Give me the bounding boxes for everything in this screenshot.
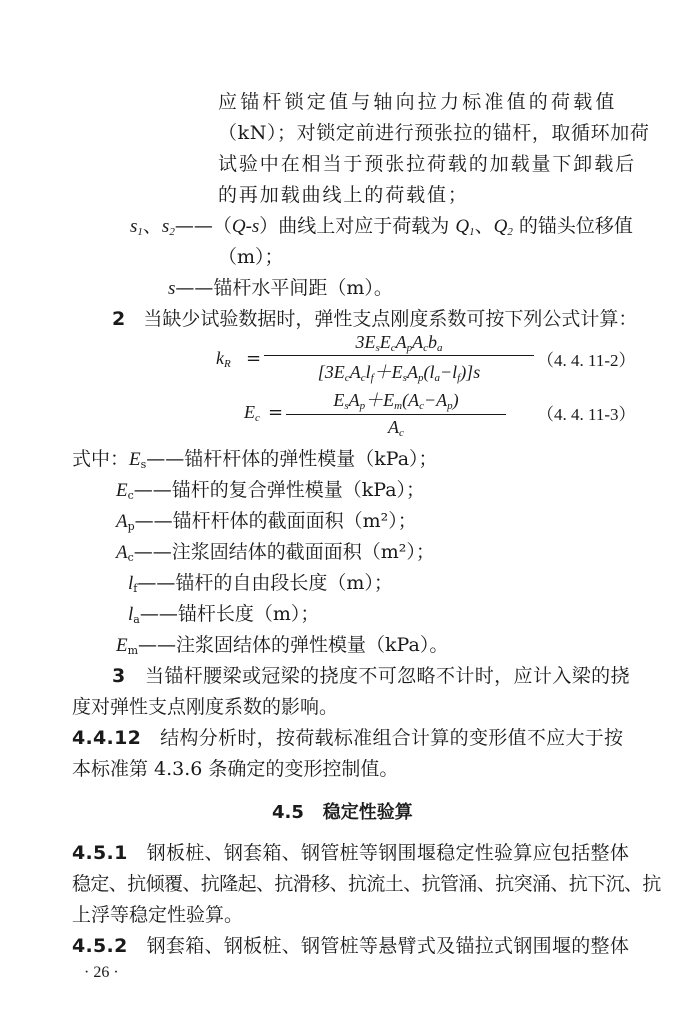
para-line-2: （kN）；对锁定前进行预张拉的锚杆，取循环加荷 bbox=[218, 122, 650, 144]
document-page: 应锚杆锁定值与轴向拉力标准值的荷载值 （kN）；对锁定前进行预张拉的锚杆，取循环加荷 试验中在相当于预张拉荷载的加载量下卸载后 的再加载曲线上的荷载值； $s_1$、$s_2——(Q-s)$曲线上对应于荷载为 $Q_1$、$Q_2$ 的锚头位移值 （m）； s——锚杆水平间距（m）。 2 当缺少试验数据时，弹性支点刚度系数可按下列公式计算： $k_R$ = $3E_sE_cA_pA_cb_a$ $[3E_cA_cl_f+E_sA_p(l_a-l_f)]s$ （4. 4. 11-2） $E_c$ = $E_sA_p+E_m(A_c-A_p)$ $A_c$ （4. 4. 11-3） 式中：$E_s——$锚杆杆体的弹性模量（kPa）； $E_c——$锚杆的复合弹性模量（kPa）； $A_p——$锚杆杆体的截面面积（m²）； $A_c——$注浆固结体的截面面积（m²）； $l_f——$锚杆的自由段长度（m）； $l_a——$锚杆长度（m）； $E_m——$注浆固结体的弹性模量（kPa）。 3 当锚杆腰梁或冠梁的挠度不可忽略不计时，应计入梁的挠 度对弹性支点刚度系数的影响。 4.4.12 结构分析时，按荷载标准组合计算的变形值不应大于按 本标准第 4.3.6 条确定的变形控制值。 4.5 稳定性验算 4.5.1 钢板桩、钢套箱、钢管桩等钢围堰稳定性验算应包括整体 稳定、抗倾覆、抗隆起、抗滑移、抗流土、抗管涌、抗突涌、抗下沉、抗 上浮等稳定性验算。 4.5.2 钢套箱、钢板桩、钢管桩等悬臂式及锚拉式钢围堰的整体 · 26 · bbox=[72, 91, 661, 981]
symbol-q2: $Q_2$ bbox=[493, 216, 513, 238]
section-heading: 4.5 稳定性验算 bbox=[272, 802, 413, 823]
clause-4-5-1-line-3: 上浮等稳定性验算。 bbox=[72, 904, 244, 926]
eq1-numerator: $3E_sE_cA_pA_cb_a$ bbox=[264, 332, 534, 356]
def-s: s——锚杆水平间距（m）。 bbox=[168, 277, 393, 299]
clause-4-5-2-line-1: 4.5.2 钢套箱、钢板桩、钢管桩等悬臂式及锚拉式钢围堰的整体 bbox=[72, 935, 630, 957]
eq2-lhs: $E_c$ bbox=[244, 402, 260, 424]
symbol-s2: $s_2$ bbox=[161, 216, 175, 238]
item-3-line-1: 3 当锚杆腰梁或冠梁的挠度不可忽略不计时，应计入梁的挠 bbox=[112, 665, 630, 687]
item-3-line-2: 度对弹性支点刚度系数的影响。 bbox=[72, 696, 339, 718]
eq1-lhs: $k_R$ bbox=[216, 348, 231, 370]
clause-4-5-1-line-2: 稳定、抗倾覆、抗隆起、抗滑移、抗流土、抗管涌、抗突涌、抗下沉、抗 bbox=[72, 873, 661, 895]
item-2: 2 当缺少试验数据时，弹性支点刚度系数可按下列公式计算： bbox=[112, 308, 638, 330]
clause-4-4-12-line-2: 本标准第 4.3.6 条确定的变形控制值。 bbox=[72, 758, 399, 780]
eq1-fraction bbox=[264, 332, 534, 384]
def-Es: 式中：$E_s——$锚杆杆体的弹性模量（kPa）； bbox=[72, 448, 438, 471]
para-line-3: 试验中在相当于预张拉荷载的加载量下卸载后 bbox=[218, 153, 637, 175]
para-line-4: 的再加载曲线上的荷载值； bbox=[218, 184, 469, 206]
def-s1-s2: $s_1$、$s_2——(Q-s)$曲线上对应于荷载为 $Q_1$、$Q_2$ 的锚头位移值 bbox=[130, 215, 633, 238]
symbol-s1: $s_1$ bbox=[130, 216, 143, 238]
page-number: · 26 · bbox=[84, 964, 119, 981]
def-Em: $E_m——$注浆固结体的弹性模量（kPa）。 bbox=[116, 634, 449, 657]
eq1-denominator: $[3E_cA_cl_f+E_sA_p(l_a-l_f)]s$ bbox=[317, 362, 481, 384]
para-line-1: 应锚杆锁定值与轴向拉力标准值的荷载值 bbox=[218, 91, 618, 113]
def-Ec: $E_c——$锚杆的复合弹性模量（kPa）； bbox=[116, 479, 426, 502]
def-Ac: $A_c——$注浆固结体的截面面积（m²）； bbox=[116, 541, 435, 564]
equation-number-2: （4. 4. 11-3） bbox=[537, 405, 636, 424]
symbol-q1: $Q_1$ bbox=[455, 216, 475, 238]
def-s1-s2-unit: （m）； bbox=[218, 246, 284, 268]
equation-number-1: （4. 4. 11-2） bbox=[537, 351, 636, 370]
def-lf: $l_f——$锚杆的自由段长度（m）； bbox=[128, 572, 393, 595]
eq2-denominator: $A_c$ bbox=[388, 417, 404, 439]
clause-4-5-1-line-1: 4.5.1 钢板桩、钢套箱、钢管桩等钢围堰稳定性验算应包括整体 bbox=[72, 842, 630, 864]
def-Ap: $A_p——$锚杆杆体的截面面积（m²）； bbox=[116, 510, 417, 533]
eq2-numerator: $E_sA_p+E_m(A_c-A_p)$ bbox=[286, 386, 506, 415]
eq2-fraction bbox=[286, 386, 506, 438]
clause-4-4-12-line-1: 4.4.12 结构分析时，按荷载标准组合计算的变形值不应大于按 bbox=[72, 727, 624, 749]
def-la: $l_a——$锚杆长度（m）； bbox=[128, 603, 320, 626]
